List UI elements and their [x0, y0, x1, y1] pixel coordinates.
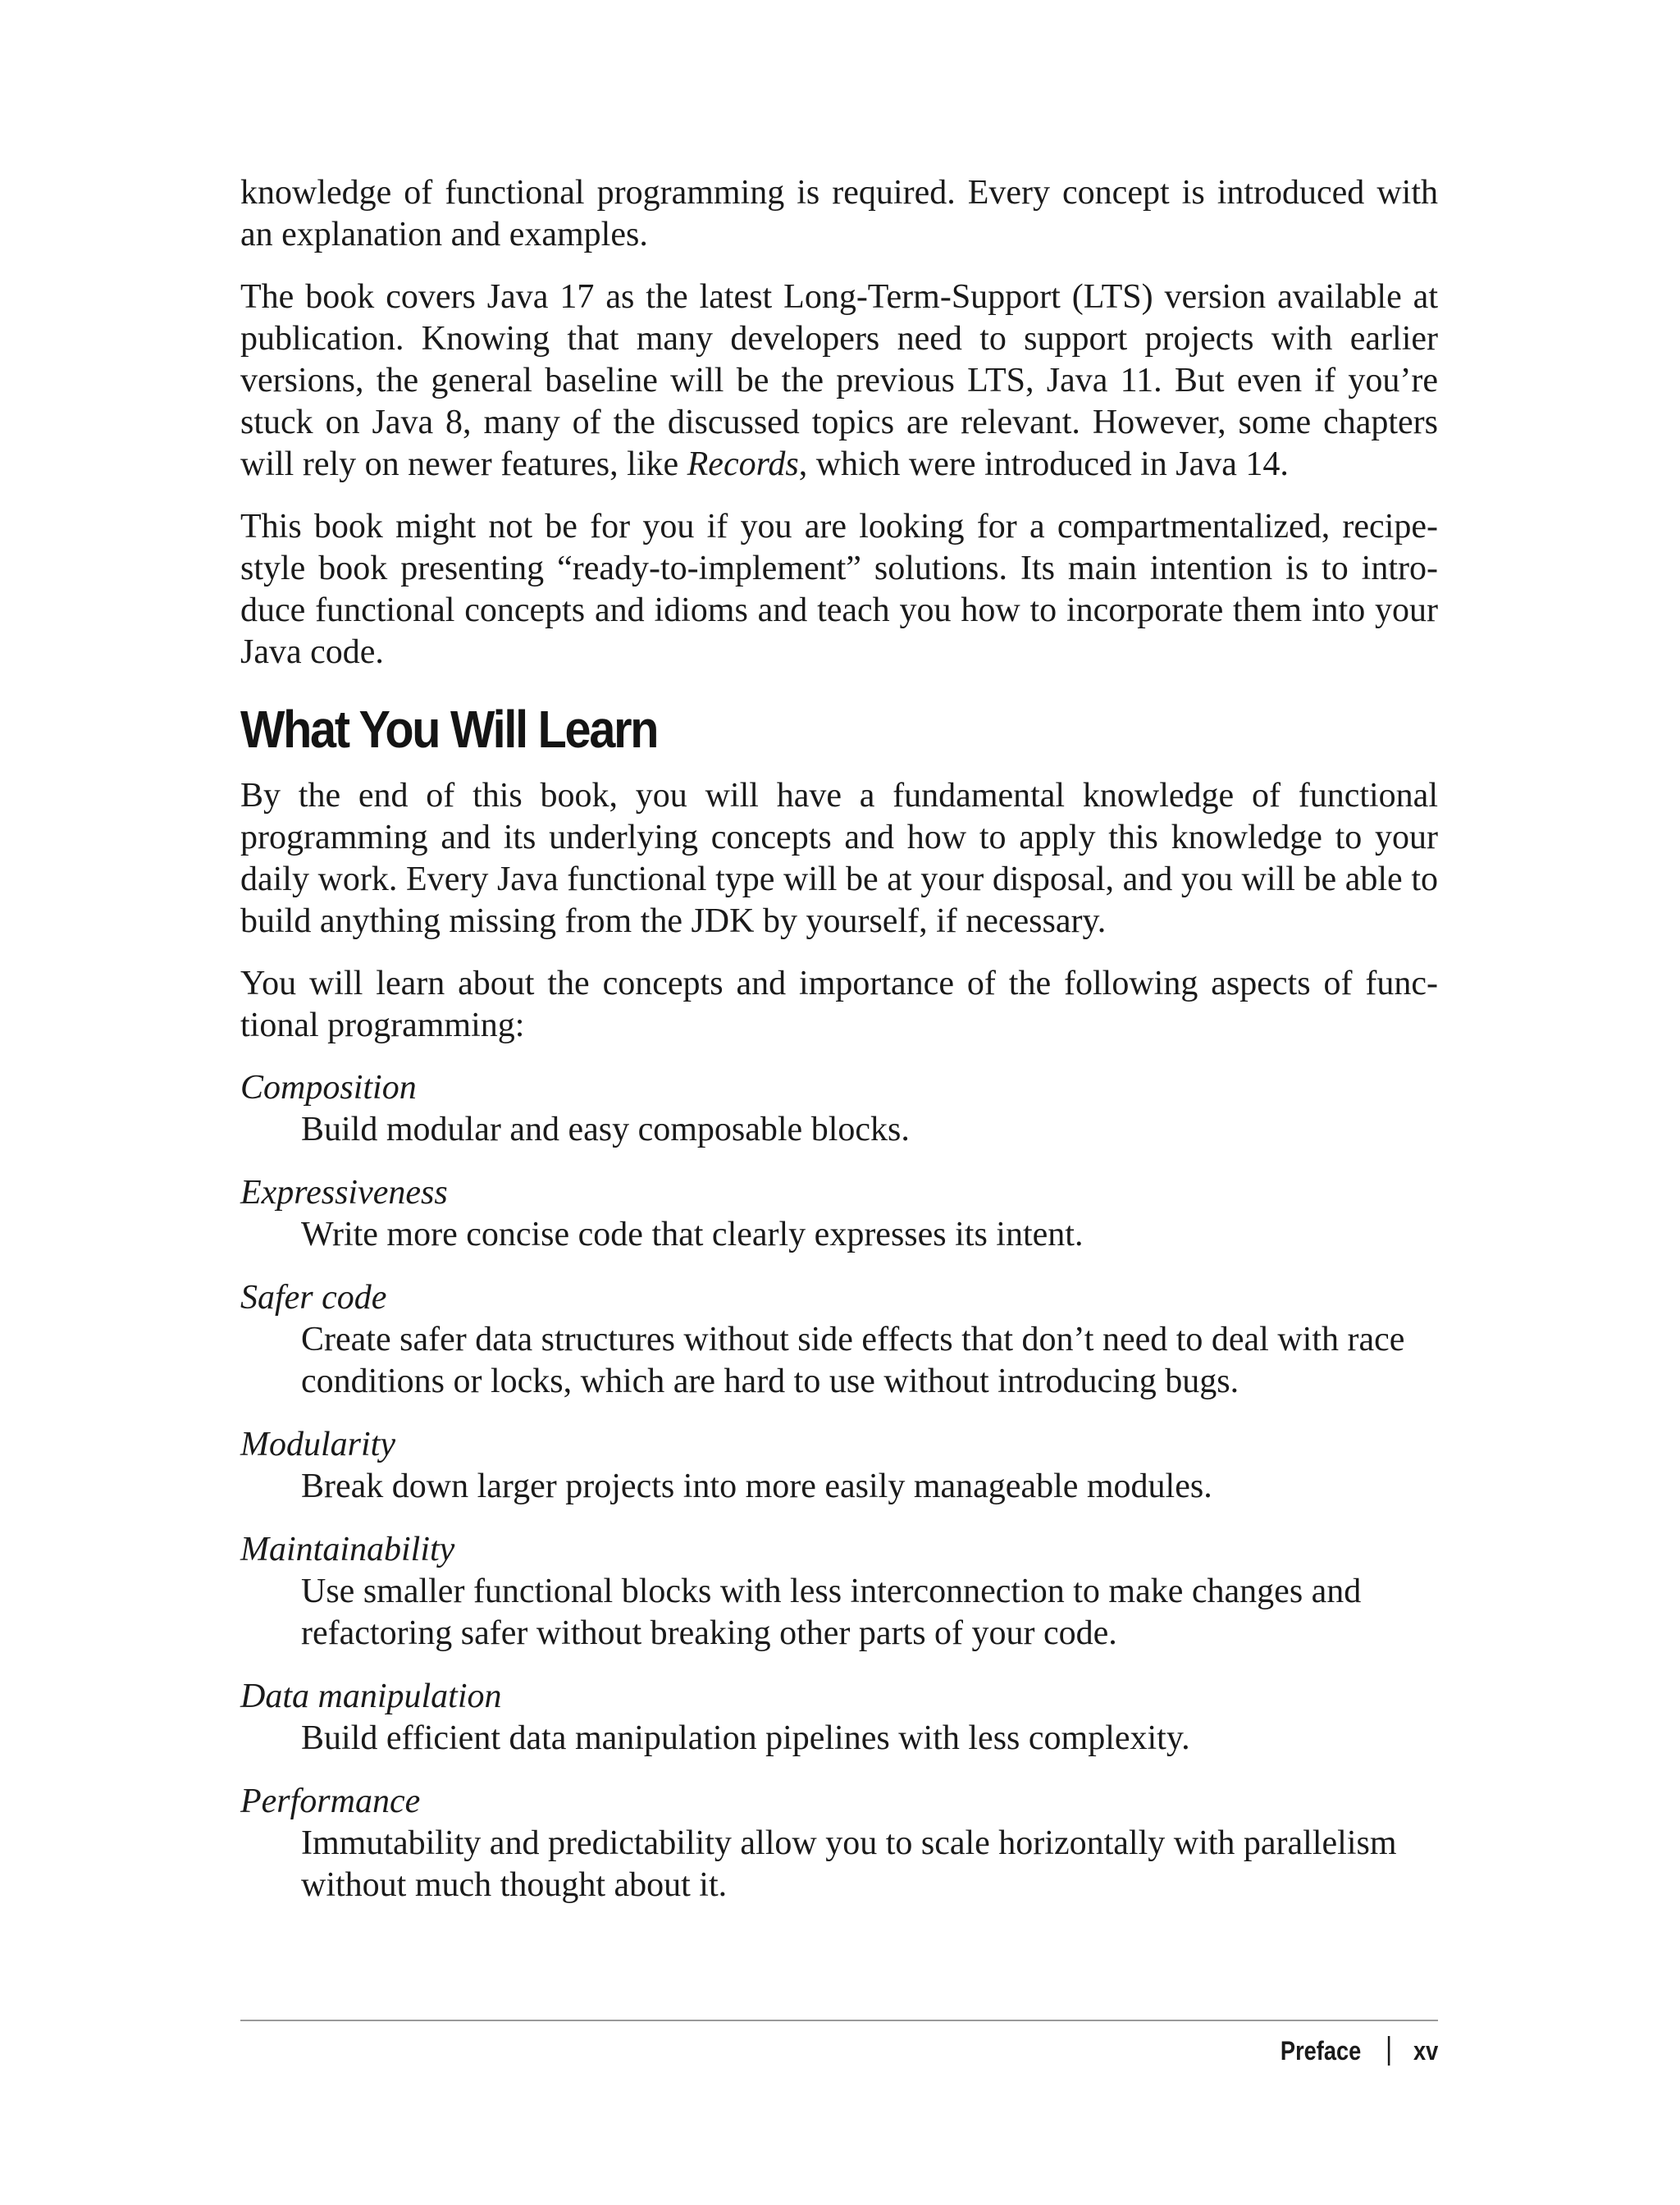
desc-safer-code: Create safer data structures without side effects that don’t need to deal with race conditions or locks, which are hard to use without introducing bugs. — [301, 1321, 1405, 1400]
desc-composition: Build modular and easy composable blocks. — [301, 1111, 910, 1148]
records-emphasis: Records — [687, 445, 799, 483]
term-maintainability: Maintainability — [240, 1531, 455, 1568]
intro-paragraph-2-text-a: The book covers Java 17 as the latest Long-Term-Support (LTS) version available at publication. Knowing that many developers need to support projects with earlier versions, the general baseline will be the previous LTS, Java 11. But even if you’re stuck on Java 8, many of the discussed topics are relevant. However, some chapters will rely on newer features, like — [240, 278, 1438, 483]
intro-paragraph-3: This book might not be for you if you are looking for a compartmentalized, recipe-style book presenting “ready-to-implement” solutions. Its main intention is to introduce functional concepts and idioms and teach you how to incorporate them into your Java code. — [240, 508, 1438, 671]
intro-paragraph-2-text-b: , which were introduced in Java 14. — [798, 445, 1289, 483]
footer-separator — [1387, 2036, 1390, 2066]
footer-page-number: xv — [1413, 2036, 1438, 2066]
desc-data-manipulation: Build efficient data manipulation pipelines with less complexity. — [301, 1719, 1190, 1757]
term-safer-code: Safer code — [240, 1279, 387, 1317]
term-data-manipulation: Data manipulation — [240, 1678, 502, 1715]
section-paragraph-2: You will learn about the concepts and importance of the following aspects of functional programming: — [240, 965, 1438, 1044]
section-paragraph-1: By the end of this book, you will have a fundamental knowledge of functional programming and its underlying concepts and how to apply this knowledge to your daily work. Every Java functional type will be at your disposal, and you will be able to build anything missing from the JDK by yourself, if necessary. — [240, 777, 1438, 940]
page-body — [240, 172, 1438, 1928]
desc-performance: Immutability and predictability allow you to scale horizontally with parallelism without much thought about it. — [301, 1824, 1397, 1904]
intro-paragraph-1: knowledge of functional programming is required. Every concept is introduced with an explanation and examples. — [240, 174, 1438, 253]
section-heading: What You Will Learn — [240, 700, 658, 759]
term-modularity: Modularity — [240, 1426, 395, 1463]
footer-section-name: Preface — [1280, 2036, 1361, 2066]
aspects-list — [240, 1067, 1438, 1906]
desc-modularity: Break down larger projects into more easily manageable modules. — [301, 1468, 1212, 1505]
desc-expressiveness: Write more concise code that clearly expresses its intent. — [301, 1216, 1084, 1253]
desc-maintainability: Use smaller functional blocks with less interconnection to make changes and refactoring safer without breaking other parts of your code. — [301, 1573, 1362, 1652]
term-composition: Composition — [240, 1069, 417, 1107]
intro-paragraph-2 — [240, 276, 1438, 486]
term-expressiveness: Expressiveness — [240, 1174, 448, 1212]
page-footer — [1281, 2033, 1438, 2069]
term-performance: Performance — [240, 1783, 421, 1820]
footer-rule — [240, 2020, 1438, 2021]
